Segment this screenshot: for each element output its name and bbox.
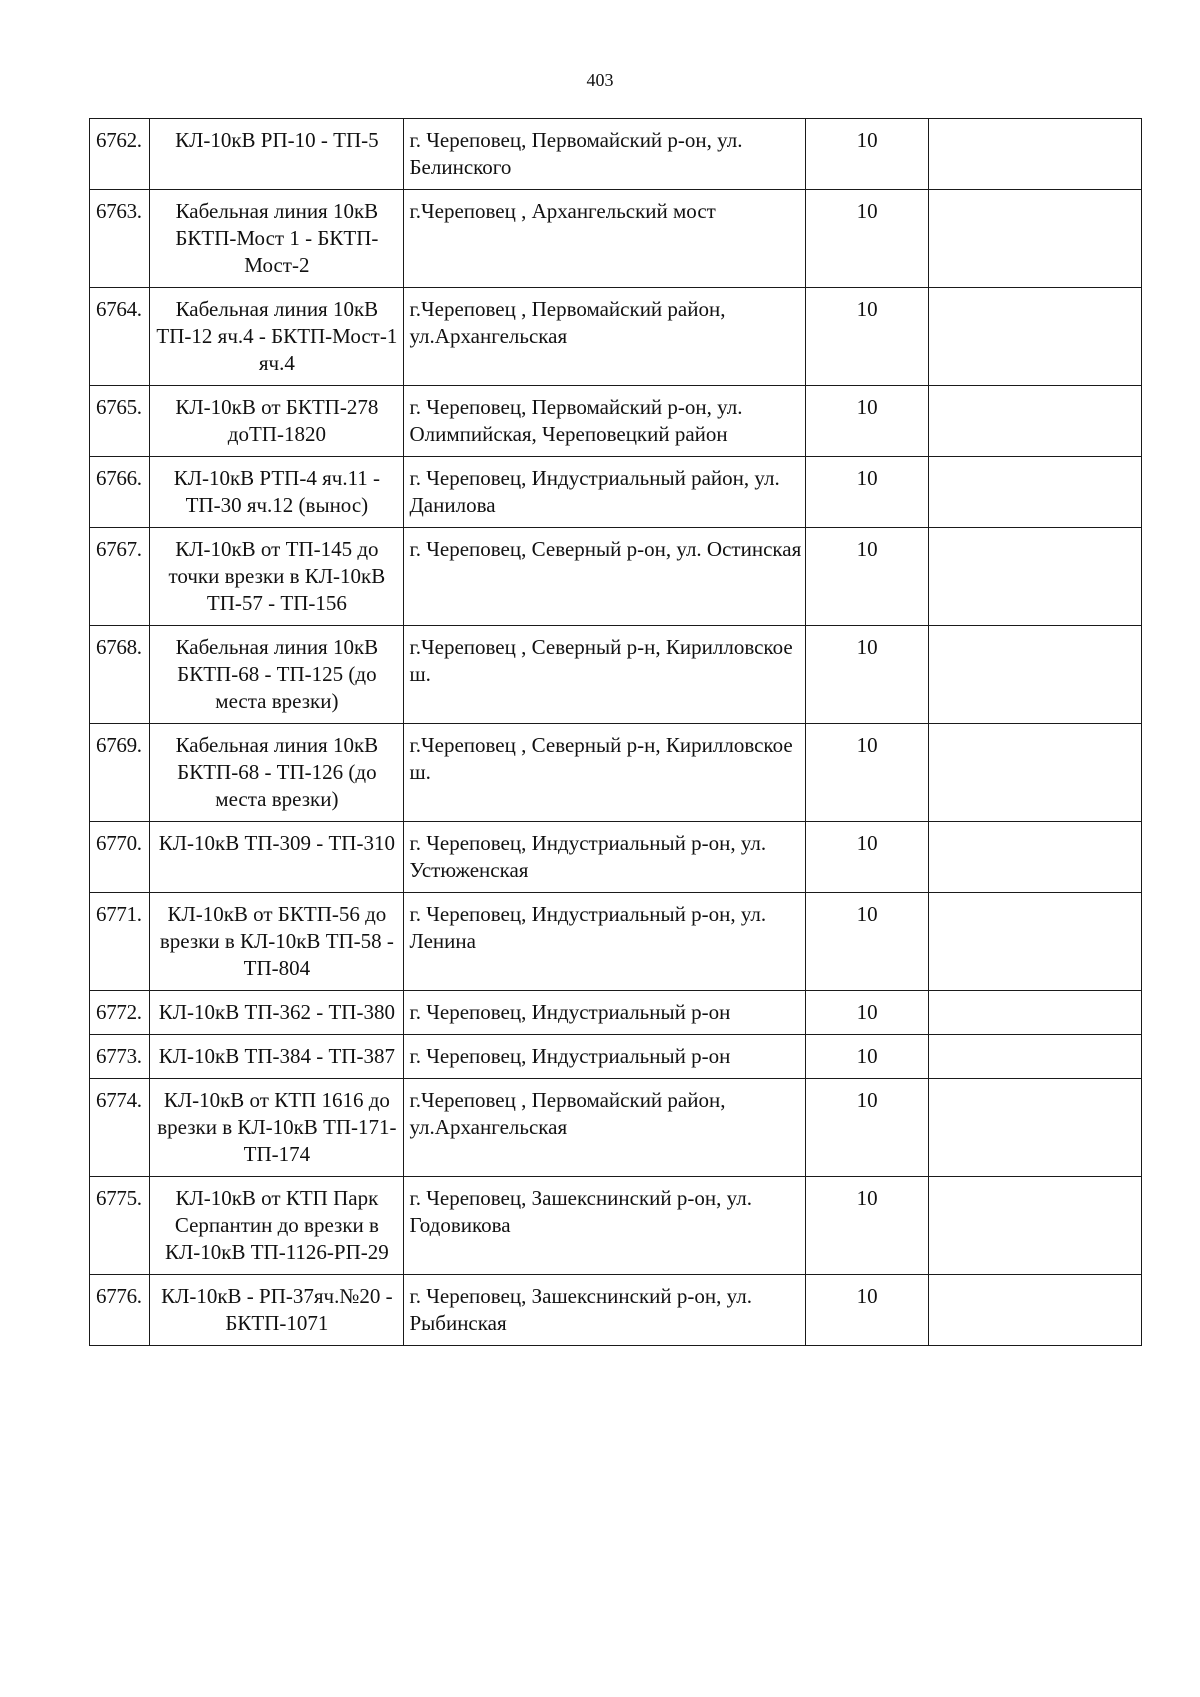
row-number-cell: 6776. [90,1275,150,1346]
line-name-cell: КЛ-10кВ от КТП Парк Серпантин до врезки в КЛ-10кВ ТП-1126-РП-29 [150,1177,404,1275]
line-name-cell: КЛ-10кВ от КТП 1616 до врезки в КЛ-10кВ ТП-171-ТП-174 [150,1079,404,1177]
page-number: 403 [586,70,614,90]
address-cell: г.Череповец , Северный р-н, Кирилловское ш. [404,626,806,724]
empty-cell [928,119,1141,190]
address-cell: г. Череповец, Индустриальный р-он, ул. Устюженская [404,822,806,893]
empty-cell [928,724,1141,822]
voltage-cell: 10 [806,1035,929,1079]
row-number-cell: 6770. [90,822,150,893]
address-cell: г. Череповец, Первомайский р-он, ул. Олимпийская, Череповецкий район [404,386,806,457]
row-number-cell: 6774. [90,1079,150,1177]
row-number-cell: 6764. [90,288,150,386]
voltage-cell: 10 [806,1177,929,1275]
address-cell: г. Череповец, Первомайский р-он, ул. Белинского [404,119,806,190]
voltage-cell: 10 [806,386,929,457]
voltage-cell: 10 [806,822,929,893]
address-cell: г. Череповец, Северный р-он, ул. Остинская [404,528,806,626]
line-name-cell: Кабельная линия 10кВ ТП-12 яч.4 - БКТП-Мост-1 яч.4 [150,288,404,386]
address-cell: г. Череповец, Зашекснинский р-он, ул. Рыбинская [404,1275,806,1346]
voltage-cell: 10 [806,893,929,991]
empty-cell [928,288,1141,386]
table-row [90,626,1142,724]
line-name-cell: КЛ-10кВ ТП-309 - ТП-310 [150,822,404,893]
table-row [90,822,1142,893]
row-number-cell: 6769. [90,724,150,822]
line-name-cell: КЛ-10кВ ТП-384 - ТП-387 [150,1035,404,1079]
empty-cell [928,1035,1141,1079]
line-name-cell: Кабельная линия 10кВ БКТП-68 - ТП-125 (до места врезки) [150,626,404,724]
address-cell: г. Череповец, Индустриальный р-он [404,991,806,1035]
voltage-cell: 10 [806,626,929,724]
row-number-cell: 6762. [90,119,150,190]
address-cell: г. Череповец, Индустриальный район, ул. Данилова [404,457,806,528]
empty-cell [928,1177,1141,1275]
table-body [90,119,1142,1346]
line-name-cell: КЛ-10кВ РП-10 - ТП-5 [150,119,404,190]
row-number-cell: 6771. [90,893,150,991]
table-row [90,893,1142,991]
table-row [90,1177,1142,1275]
address-cell: г. Череповец, Индустриальный р-он, ул. Ленина [404,893,806,991]
voltage-cell: 10 [806,991,929,1035]
row-number-cell: 6766. [90,457,150,528]
voltage-cell: 10 [806,119,929,190]
empty-cell [928,1079,1141,1177]
empty-cell [928,1275,1141,1346]
row-number-cell: 6772. [90,991,150,1035]
empty-cell [928,528,1141,626]
row-number-cell: 6767. [90,528,150,626]
row-number-cell: 6763. [90,190,150,288]
voltage-cell: 10 [806,1275,929,1346]
line-name-cell: КЛ-10кВ от БКТП-278 доТП-1820 [150,386,404,457]
row-number-cell: 6775. [90,1177,150,1275]
empty-cell [928,893,1141,991]
address-cell: г. Череповец, Зашекснинский р-он, ул. Годовикова [404,1177,806,1275]
table-row [90,724,1142,822]
empty-cell [928,626,1141,724]
table-row [90,119,1142,190]
row-number-cell: 6773. [90,1035,150,1079]
table-row [90,1035,1142,1079]
row-number-cell: 6765. [90,386,150,457]
voltage-cell: 10 [806,190,929,288]
table-row [90,288,1142,386]
table-row [90,1275,1142,1346]
empty-cell [928,190,1141,288]
row-number-cell: 6768. [90,626,150,724]
empty-cell [928,991,1141,1035]
address-cell: г.Череповец , Первомайский район, ул.Архангельская [404,1079,806,1177]
table-row [90,457,1142,528]
table-row [90,386,1142,457]
table-row [90,1079,1142,1177]
line-name-cell: КЛ-10кВ РТП-4 яч.11 - ТП-30 яч.12 (вынос) [150,457,404,528]
table-row [90,190,1142,288]
line-name-cell: Кабельная линия 10кВ БКТП-Мост 1 - БКТП-Мост-2 [150,190,404,288]
line-name-cell: Кабельная линия 10кВ БКТП-68 - ТП-126 (до места врезки) [150,724,404,822]
address-cell: г.Череповец , Первомайский район, ул.Архангельская [404,288,806,386]
empty-cell [928,457,1141,528]
address-cell: г. Череповец, Индустриальный р-он [404,1035,806,1079]
voltage-cell: 10 [806,528,929,626]
table-row [90,528,1142,626]
address-cell: г.Череповец , Северный р-н, Кирилловское ш. [404,724,806,822]
address-cell: г.Череповец , Архангельский мост [404,190,806,288]
line-name-cell: КЛ-10кВ от ТП-145 до точки врезки в КЛ-10кВ ТП-57 - ТП-156 [150,528,404,626]
voltage-cell: 10 [806,1079,929,1177]
table-row [90,991,1142,1035]
voltage-cell: 10 [806,457,929,528]
line-name-cell: КЛ-10кВ - РП-37яч.№20 - БКТП-1071 [150,1275,404,1346]
empty-cell [928,386,1141,457]
line-name-cell: КЛ-10кВ ТП-362 - ТП-380 [150,991,404,1035]
line-name-cell: КЛ-10кВ от БКТП-56 до врезки в КЛ-10кВ ТП-58 - ТП-804 [150,893,404,991]
registry-table [89,118,1142,1346]
voltage-cell: 10 [806,724,929,822]
empty-cell [928,822,1141,893]
voltage-cell: 10 [806,288,929,386]
